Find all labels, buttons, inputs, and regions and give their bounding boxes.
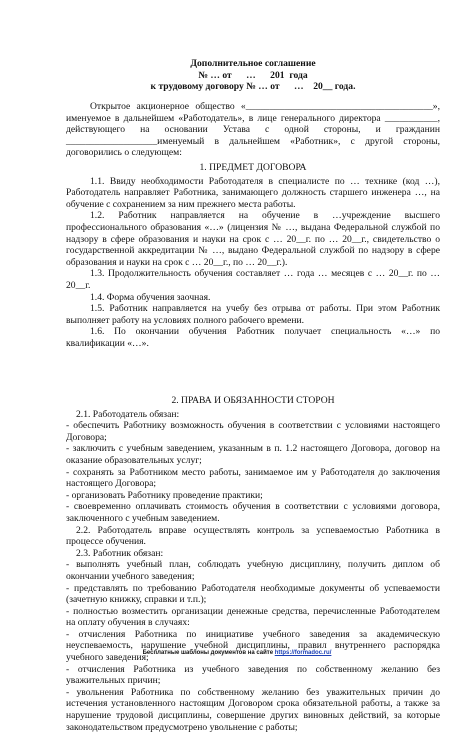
clause-2-3: 2.3. Работник обязан: [76,547,164,559]
footer-text: Бесплатные шаблоны документов на сайте [142,650,275,656]
section-1-heading: 1. ПРЕДМЕТ ДОГОВОРА [199,162,307,173]
page-footer [0,648,474,660]
clause-1-1: 1.1. Ввиду необходимости Работодателя в специалисте по … технике (код …), Работодатель направляет Работника, занимающего должность старшего инженера …, на обучение с сохранением за ним прежнего места работы. [66,175,440,210]
employee-duty-item: - полностью возместить организации денежные средства, перечисленные Работодателем на оплату обучения в случаях: [66,605,440,629]
document-title: Дополнительное соглашение [190,58,316,69]
employee-duty-item: - выполнять учебный план, соблюдать учебную дисциплину, получить диплом об окончании учебного заведения; [66,559,440,582]
clause-2-1: 2.1. Работодатель обязан: [76,408,180,420]
section-2-heading: 2. ПРАВА И ОБЯЗАННОСТИ СТОРОН [171,395,335,406]
clause-1-5: 1.5. Работник направляется на учебу без отрыва от работы. При этом Работник выполняет работу на условиях полного рабочего времени. [66,303,440,326]
employee-duty-item: - отчисления Работника из учебного заведения по собственному желанию без уважительных причин; [66,663,440,687]
intro-section [66,101,440,159]
intro-paragraph: Открытое акционерное общество «_______________________________________», именуемое в дальнейшем «Работодатель», в лице генерального директора ___________, действующего на основании Устава с одной стороны, и гражданин ___________________именуемый в дальнейшем «Работник», с другой стороны, договорились о следующем: [66,101,440,159]
document-header [66,58,440,93]
clause-1-3: 1.3. Продолжительность обучения составляет … года … месяцев с … 20__г. по … 20__г. [66,268,440,291]
contract-reference-line: к трудовому договору № … от … 20__ года. [150,81,356,93]
footer-link[interactable]: https://formadoc.ru/ [274,650,332,656]
employer-duty-item: - заключить с учебным заведением, указанным в п. 1.2 настоящего Договора, договор на оказание образовательных услуг; [66,443,440,466]
employee-duty-item: - увольнения Работника по собственному желанию без уважительных причин до истечения установленного настоящим Договором срока обязательной работы, а также за нарушение трудовой дисциплины, совершение других виновных действий, за которые законодательством предусмотрено увольнение с работы; [66,686,440,733]
employee-duty-item: - отчисления Работника по инициативе учебного заведения за академическую неуспеваемость, нарушение учебной дисциплины, правил внутреннего распорядка учебного заведения; [66,628,440,664]
employer-duty-item: - своевременно оплачивать стоимость обучения в соответствии с условиями договора, заключенного с учебным заведением. [66,501,440,524]
employer-duty-item: - обеспечить Работнику возможность обучения в соответствии с условиями настоящего Договора; [66,420,440,443]
clause-1-6: 1.6. По окончании обучения Работник получает специальность «…» по квалификации «…». [66,326,440,349]
section-1 [66,162,440,350]
employer-duty-item: - сохранять за Работником место работы, занимаемое им у Работодателя до заключения настоящего Договора; [66,466,440,490]
section-2 [66,395,440,733]
employer-duty-item: - организовать Работнику проведение практики; [66,489,263,501]
clause-1-2: 1.2. Работник направляется на обучение в …учреждение высшего профессионального образования «…» (лицензия № …, выдана Федеральной службой по надзору в сфере образования и науки на срок с … 20__г. по … 20__г., свидетельство о государственной аккредитации № …, выдано Федеральной службой по надзору в сфере образования и науки на срок с … 20__г., по … 20__г.). [66,210,440,268]
agreement-number-line: № … от … 201 года [198,69,308,81]
clause-2-2: 2.2. Работодатель вправе осуществлять контроль за успеваемостью Работника в процессе обучения. [66,524,440,548]
clause-1-4: 1.4. Форма обучения заочная. [90,291,211,303]
employee-duty-item: - представлять по требованию Работодателя необходимые документы об успеваемости (зачетную книжку, справки и т.п.); [66,582,440,606]
